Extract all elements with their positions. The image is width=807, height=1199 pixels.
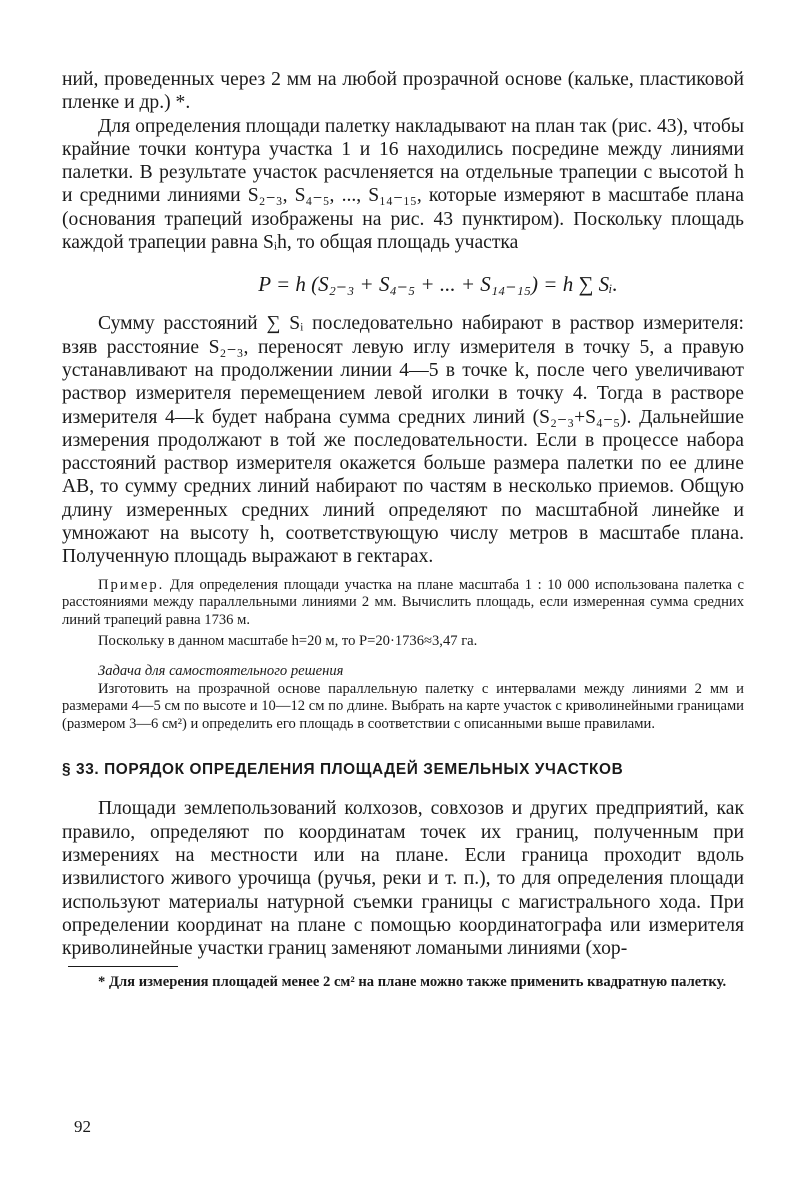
task-text: Изготовить на прозрачной основе параллельную палетку с интервалами между линиями 2 мм и размерами 4—5 см по высоте и 10—12 см по длине. Выбрать на карте участок с криволинейными границами (размером 3—6 см²) и определить его площадь в соответствии с описанными выше правилами. xyxy=(62,680,744,732)
section-heading: § 33. ПОРЯДОК ОПРЕДЕЛЕНИЯ ПЛОЩАДЕЙ ЗЕМЕЛЬНЫХ УЧАСТКОВ xyxy=(62,761,624,779)
page-body xyxy=(62,68,744,991)
footnote-divider xyxy=(68,966,178,967)
footnote: * Для измерения площадей менее 2 см² на плане можно также применить квадратную палетку. xyxy=(98,974,727,991)
paragraph-land-use: Площади землепользований колхозов, совхозов и других предприятий, как правило, определяют по координатам точек их границ, полученным при измерениях на местности или на плане. Если граница проходит вдоль извилистого живого урочища (ручья, реки и т. п.), то для определения площади используют материалы натурной съемки границы с магистрального хода. При определении координат на плане с помощью координатографа или измерителя криволинейные участки границ заменяют ломаными линиями (хор- xyxy=(62,798,744,960)
task-title: Задача для самостоятельного решения xyxy=(98,663,344,680)
example-label: Пример. xyxy=(98,576,165,593)
paragraph-summation: Сумму расстояний ∑ Sᵢ последовательно набирают в раствор измерителя: взяв расстояние S₂₋₃, переносят левую иглу измерителя в точку 5, а правую устанавливают на продолжении линии 4—5 в точке k, после чего увеличивают раствор измерителя перемещением левой иголки в точку 4. Тогда в растворе измерителя 4—k будет набрана сумма средних линий (S₂₋₃+S₄₋₅). Дальнейшие измерения продолжают в той же последовательности. Если в процессе набора расстояний раствор измерителя окажется больше размера палетки по ее длине AB, то сумму средних линий набирают по частям в несколько приемов. Общую длину измеренных средних линий определяют по масштабной линейке и умножают на высоту h, соответствующую числу метров в масштабе плана. Полученную площадь выражают в гектарах. xyxy=(62,313,744,568)
example-block xyxy=(62,577,744,630)
area-formula: P = h (S₂₋₃ + S₄₋₅ + ... + S₁₄₋₁₅) = h ∑ Sᵢ. xyxy=(258,272,618,297)
example-text: Для определения площади участка на плане масштаба 1 : 10 000 использована палетка с расстояниями между параллельными линиями 2 мм. Вычислить площадь, если измеренная сумма средних линий трапеций равна 1736 м. xyxy=(62,576,744,628)
paragraph-method: Для определения площади палетку накладывают на план так (рис. 43), чтобы крайние точки контура участка 1 и 16 находились посредине между линиями палетки. В результате участок расчленяется на отдельные трапеции с высотой h и средними линиями S₂₋₃, S₄₋₅, ..., S₁₄₋₁₅, которые измеряют в масштабе плана (основания трапеций изображены на рис. 43 пунктиром). Поскольку площадь каждой трапеции равна Sᵢh, то общая площадь участка xyxy=(62,115,744,254)
example-answer: Поскольку в данном масштабе h=20 м, то P=20·1736≈3,47 га. xyxy=(98,633,478,650)
page-number: 92 xyxy=(74,1117,91,1136)
paragraph-intro: ний, проведенных через 2 мм на любой прозрачной основе (кальке, пластиковой пленке и др.) *. xyxy=(62,69,744,114)
